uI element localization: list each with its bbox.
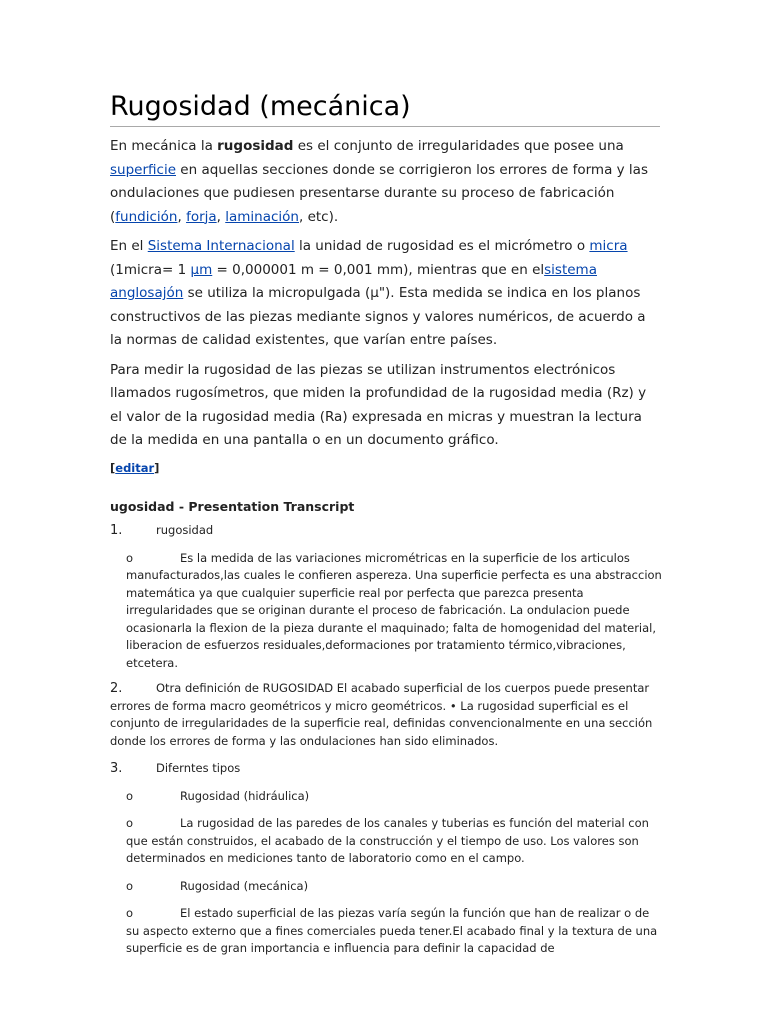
bullet-marker: o: [126, 816, 134, 830]
item-text: Otra definición de RUGOSIDAD El acabado superficial de los cuerpos puede presentar errores de forma macro geométricos y micro geométricos. • La rugosidad superficial es el conjunto de irregularidades de la superficie real, definidas convencionalmente en una sección donde los errores de forma y las ondulaciones han sido eliminados.: [110, 681, 653, 748]
paragraph-units: [110, 235, 660, 353]
transcript-item-1: [110, 522, 662, 540]
link-micrometro[interactable]: μm: [190, 261, 213, 278]
edit-section-link: [110, 459, 660, 477]
subitem-text: La rugosidad de las paredes de los canales y tuberias es función del material con que están construidos, el acabado de la construcción y el tiempo de uso. Los valores son determinados en mediciones tanto de laboratorio como en el campo.: [126, 816, 649, 865]
bullet-marker: o: [126, 878, 134, 893]
subitem-text: El estado superficial de las piezas varía según la función que han de realizar o de su aspecto externo que a fines comerciales pueda tener.El acabado final y la textura de una superficie es de gran importancia e influencia para definir la capacidad de: [126, 906, 658, 955]
transcript-title: ugosidad - Presentation Transcript: [110, 499, 355, 514]
text-run: es el conjunto de irregularidades que posee una: [293, 138, 624, 154]
bracket-open: [: [110, 460, 116, 475]
transcript-item-2: [110, 680, 662, 750]
transcript-subitem: [126, 815, 662, 868]
text-run: se utiliza la micropulgada (μ"). Esta medida se indica en los planos constructivos de las piezas mediante signos y valores numéricos, de acuerdo a la normas de calidad existentes, que varían entre países.: [110, 285, 646, 348]
transcript-subitem: [126, 878, 662, 896]
item-number: 3.: [110, 761, 123, 776]
subitem-text: Es la medida de las variaciones micrométricas en la superficie de los articulos manufacturados,las cuales le confieren aspereza. Una superficie perfecta es una abstraccion matemática ya que cualquier superficie real por perfecta que parezca presenta irregularidades que se originan durante el proceso de fabricación. La ondulacion puede ocasionarla la flexion de la pieza durante el maquinado; falta de homogenidad del material, liberacion de esfuerzos residuales,deformaciones por tratamiento térmico,vibraciones, etcetera.: [126, 550, 662, 670]
bullet-marker: o: [126, 550, 134, 565]
item-text: Diferntes tipos: [156, 761, 241, 775]
presentation-transcript: [110, 498, 662, 958]
transcript-item-3: [110, 760, 662, 778]
subitem-text: Rugosidad (hidráulica): [180, 788, 310, 803]
transcript-subitem: [126, 905, 662, 958]
bracket-close: ]: [154, 460, 160, 475]
text-run: = 0,000001 m = 0,001 mm), mientras que en el: [212, 261, 545, 278]
item-text: rugosidad: [156, 523, 214, 537]
text-run: en aquellas secciones donde se corrigieron los errores de forma y las ondulaciones que pudiesen presentarse durante su proceso de fabricación (: [110, 161, 648, 225]
bold-term: rugosidad: [217, 138, 294, 154]
text-run: En mecánica la: [110, 138, 218, 154]
article-title: Rugosidad (mecánica): [110, 90, 660, 127]
paragraph-measurement: Para medir la rugosidad de las piezas se utilizan instrumentos electrónicos llamados rugosímetros, que miden la profundidad de la rugosidad media (Rz) y el valor de la rugosidad media (Ra) expresada en micras y muestran la lectura de la medida en una pantalla o en un documento gráfico.: [110, 361, 647, 448]
link-laminacion[interactable]: laminación: [225, 208, 299, 225]
text-run: la unidad de rugosidad es el micrómetro o: [294, 238, 590, 254]
paragraph-definition: [110, 135, 660, 229]
article: [110, 90, 660, 477]
link-micra[interactable]: micra: [589, 238, 628, 254]
text-run: ,: [177, 208, 187, 225]
item-number: 2.: [110, 681, 123, 696]
link-sistema-internacional[interactable]: Sistema Internacional: [147, 238, 295, 254]
text-run: En el: [110, 238, 148, 254]
bullet-marker: o: [126, 788, 134, 803]
link-sistema-anglosajon[interactable]: sistema anglosajón: [110, 261, 597, 301]
transcript-subitem: [126, 550, 662, 673]
text-run: (1micra= 1: [110, 261, 191, 278]
link-forja[interactable]: forja: [186, 208, 217, 225]
link-superficie[interactable]: superficie: [110, 161, 176, 178]
transcript-subitem: [126, 788, 662, 806]
bullet-marker: o: [126, 906, 134, 920]
text-run: ,: [216, 208, 226, 225]
link-fundicion[interactable]: fundición: [115, 208, 178, 225]
subitem-text: Rugosidad (mecánica): [180, 878, 309, 893]
item-number: 1.: [110, 523, 123, 538]
edit-link[interactable]: editar: [115, 460, 155, 475]
text-run: , etc).: [299, 208, 339, 225]
